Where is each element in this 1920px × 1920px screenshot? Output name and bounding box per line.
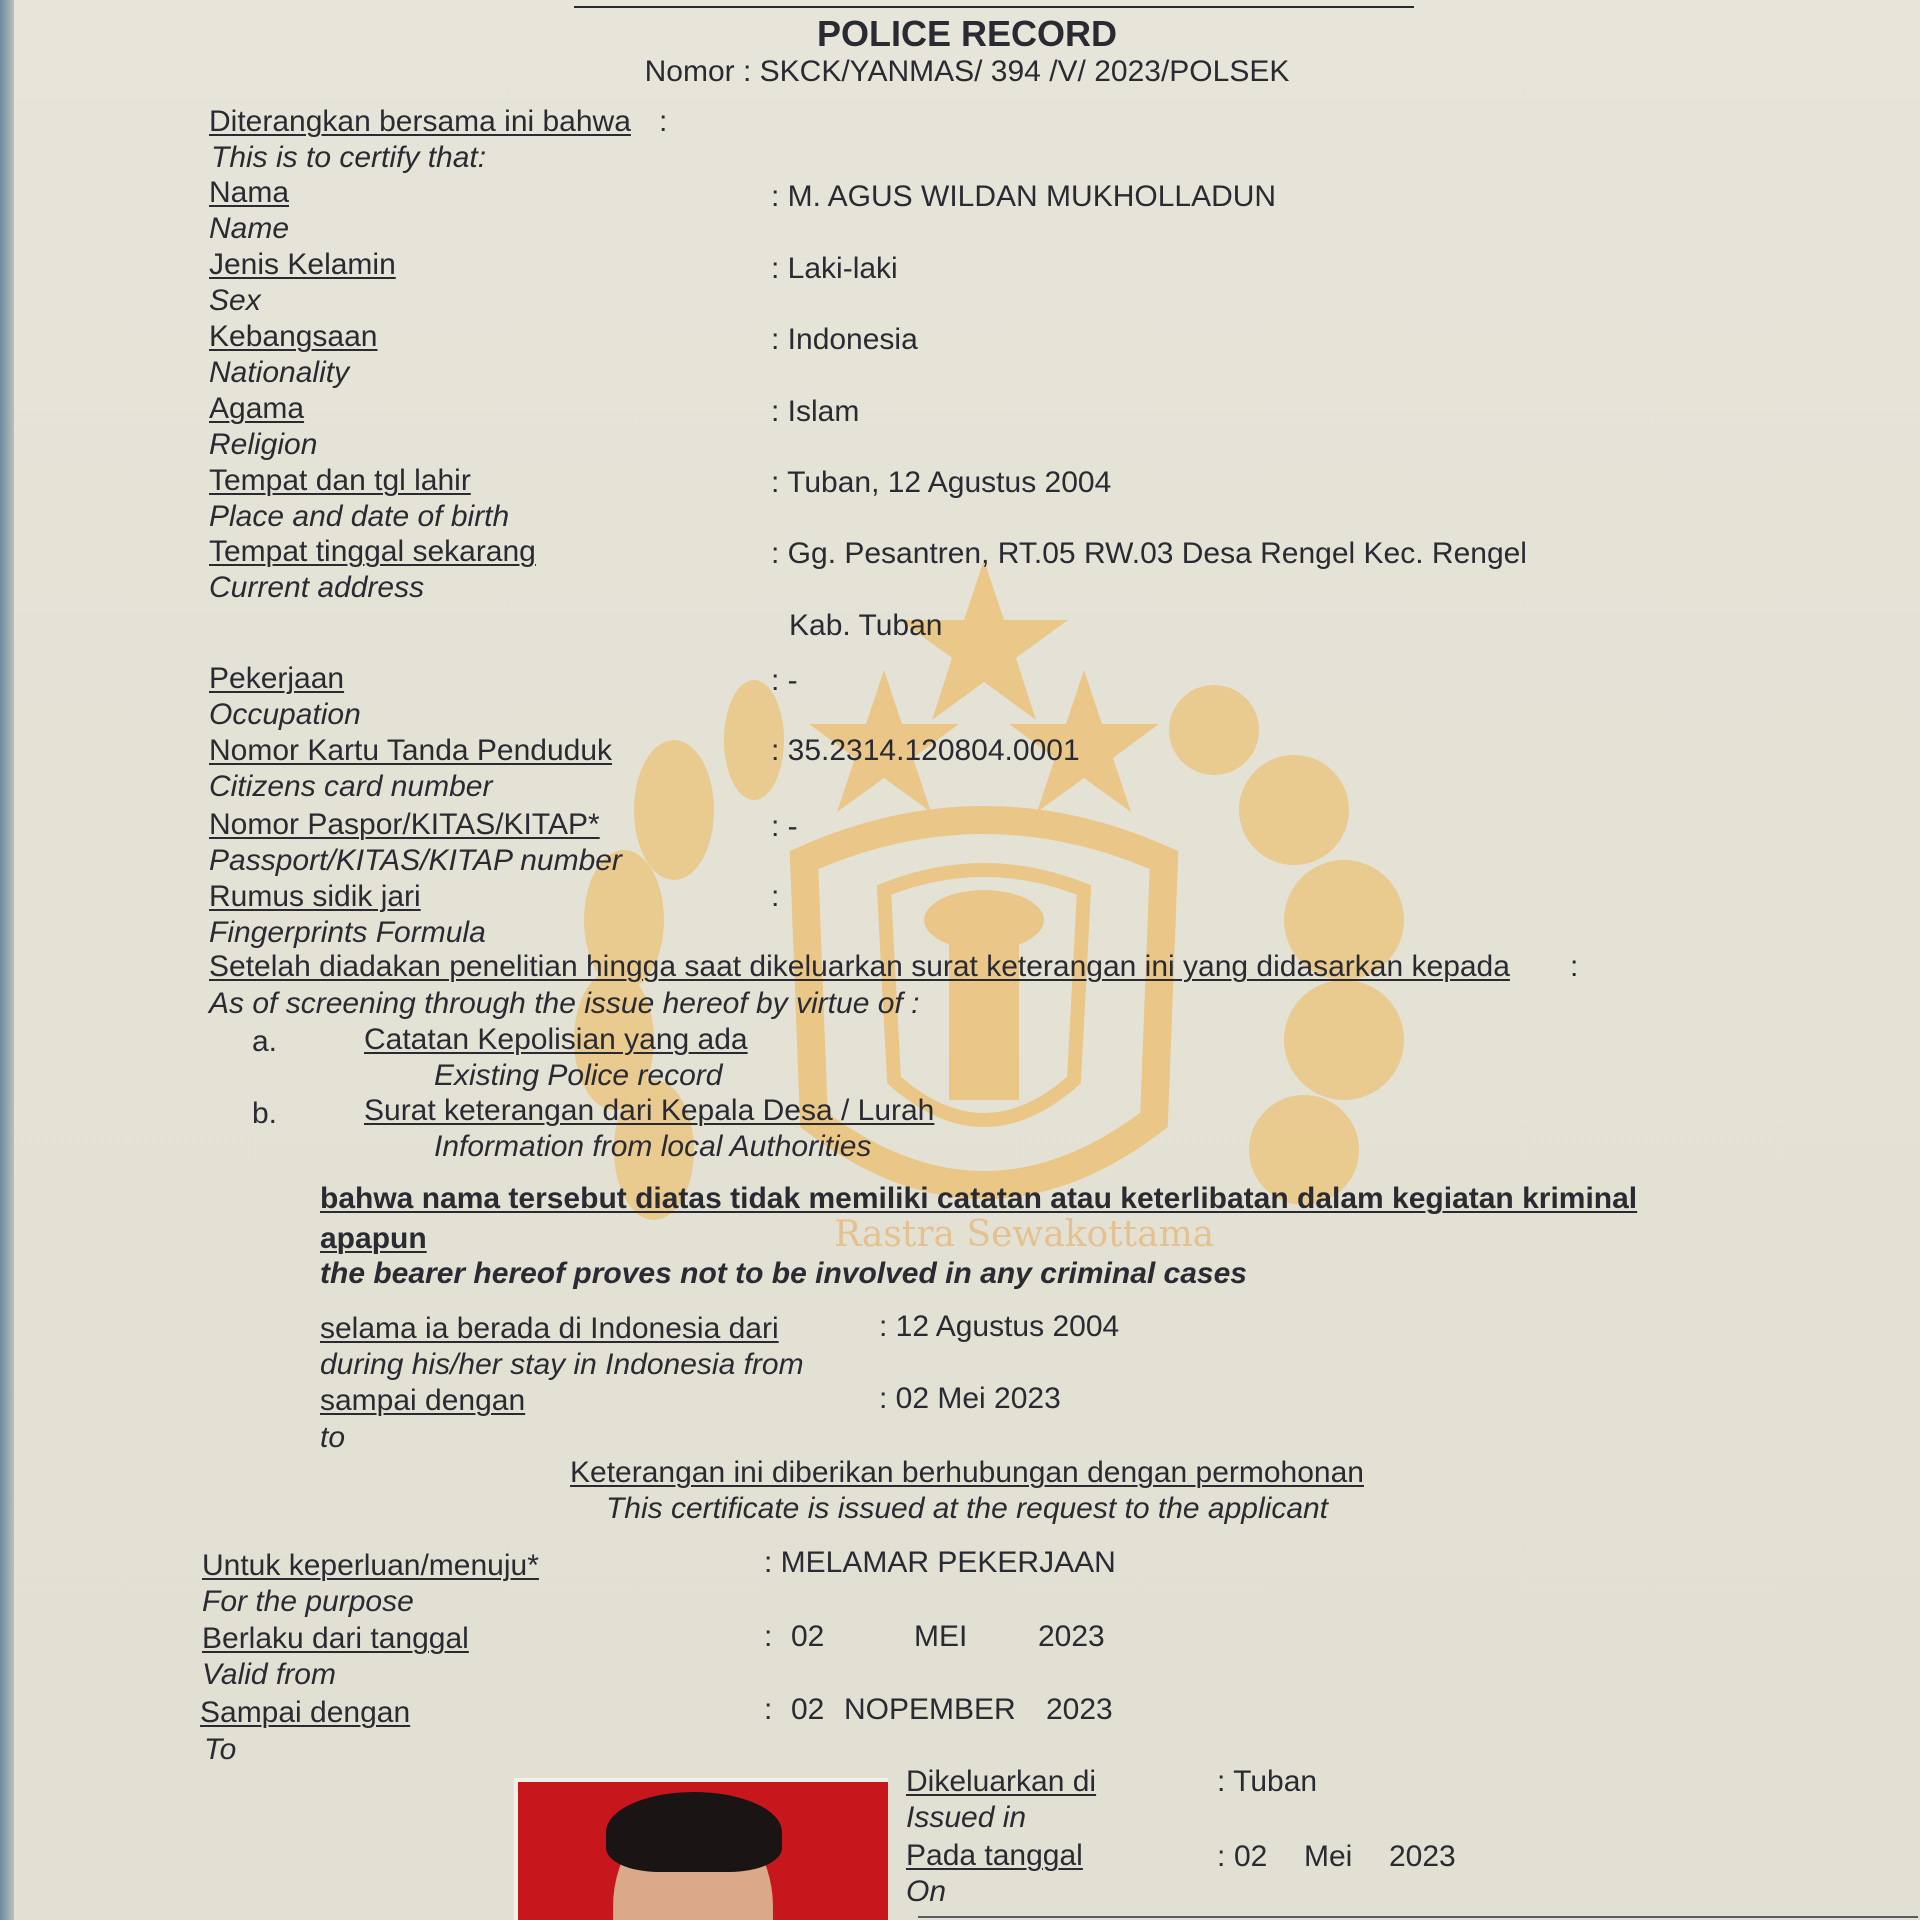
statement-id-line1: bahwa nama tersebut diatas tidak memiliki catatan atau keterlibatan dalam kegiatan kriminal	[320, 1182, 1638, 1215]
emblem-motto: Rastra Sewakottama	[834, 1214, 1215, 1255]
statement-id-line2: apapun	[320, 1222, 427, 1255]
field-label-birth-en: Place and date of birth	[209, 500, 510, 533]
valid-from-label-en: Valid from	[202, 1658, 336, 1691]
field-label-passport-en: Passport/KITAS/KITAP number	[209, 844, 622, 877]
field-label-religion: Agama	[209, 392, 305, 425]
applicant-photo	[514, 1778, 888, 1920]
valid-to-colon: :	[764, 1693, 773, 1726]
signature-divider	[918, 1916, 1918, 1918]
purpose-label: Untuk keperluan/menuju*	[202, 1549, 539, 1582]
valid-to-year: 2023	[1046, 1693, 1113, 1726]
photo-hair	[606, 1792, 782, 1872]
field-label-birth: Tempat dan tgl lahir	[209, 464, 471, 497]
field-label-occupation: Pekerjaan	[209, 662, 345, 695]
stay-from-id: selama ia berada di Indonesia dari	[320, 1312, 779, 1345]
field-label-sex: Jenis Kelamin	[209, 248, 396, 281]
field-label-address-en: Current address	[209, 571, 425, 604]
issued-in-label: Dikeluarkan di	[906, 1765, 1097, 1798]
screening-item-a-id: Catatan Kepolisian yang ada	[364, 1023, 748, 1056]
field-value-nationality: : Indonesia	[771, 323, 918, 356]
screening-item-a-letter: a.	[252, 1025, 278, 1058]
field-label-religion-en: Religion	[209, 428, 318, 461]
field-value-passport: : -	[771, 810, 798, 843]
field-label-id-card-en: Citizens card number	[209, 770, 493, 803]
field-label-fingerprint-en: Fingerprints Formula	[209, 916, 486, 949]
issued-in-label-en: Issued in	[906, 1801, 1027, 1834]
field-label-address: Tempat tinggal sekarang	[209, 535, 536, 568]
document-title: POLICE RECORD	[816, 13, 1118, 54]
screening-item-a-en: Existing Police record	[434, 1059, 723, 1092]
field-value-id-card: : 35.2314.120804.0001	[771, 734, 1080, 767]
statement-en: the bearer hereof proves not to be involved in any criminal cases	[320, 1257, 1247, 1290]
field-value-address-line2: Kab. Tuban	[789, 609, 943, 642]
stay-from-en: during his/her stay in Indonesia from	[320, 1348, 804, 1381]
valid-from-year: 2023	[1038, 1620, 1105, 1653]
stay-to-value: : 02 Mei 2023	[879, 1382, 1061, 1415]
valid-to-label-en: To	[204, 1733, 237, 1766]
request-id: Keterangan ini diberikan berhubungan dengan permohonan	[570, 1456, 1364, 1489]
screening-item-b-id: Surat keterangan dari Kepala Desa / Lurah	[364, 1094, 935, 1127]
screening-en: As of screening through the issue hereof by virtue of :	[209, 987, 920, 1020]
purpose-value: : MELAMAR PEKERJAAN	[764, 1546, 1116, 1579]
valid-to-day: 02	[791, 1693, 825, 1726]
scan-edge	[0, 0, 14, 1920]
field-value-sex: : Laki-laki	[771, 252, 898, 285]
issued-on-colon: :	[1217, 1840, 1226, 1873]
issued-in-value: : Tuban	[1217, 1765, 1318, 1798]
screening-item-b-letter: b.	[252, 1097, 278, 1130]
field-value-occupation: : -	[771, 664, 798, 697]
field-label-sex-en: Sex	[209, 284, 261, 317]
field-label-name-en: Name	[209, 212, 290, 245]
screening-colon: :	[1570, 950, 1579, 983]
field-value-religion: : Islam	[771, 395, 860, 428]
request-en: This certificate is issued at the request to the applicant	[605, 1492, 1329, 1525]
field-label-id-card: Nomor Kartu Tanda Penduduk	[209, 734, 613, 767]
field-value-address: : Gg. Pesantren, RT.05 RW.03 Desa Rengel Kec. Rengel	[771, 537, 1527, 570]
field-label-nationality: Kebangsaan	[209, 320, 378, 353]
valid-from-day: 02	[791, 1620, 825, 1653]
issued-on-day: 02	[1234, 1840, 1268, 1873]
field-value-fingerprint: :	[771, 880, 780, 913]
field-value-name: : M. AGUS WILDAN MUKHOLLADUN	[771, 180, 1277, 213]
screening-item-b-en: Information from local Authorities	[434, 1130, 872, 1163]
document-number: Nomor : SKCK/YANMAS/ 394 /V/ 2023/POLSEK	[644, 55, 1290, 88]
valid-from-label: Berlaku dari tanggal	[202, 1622, 469, 1655]
valid-from-colon: :	[764, 1620, 773, 1653]
field-label-passport: Nomor Paspor/KITAS/KITAP*	[209, 808, 600, 841]
cut-off-header-line	[574, 0, 1414, 8]
screening-id: Setelah diadakan penelitian hingga saat dikeluarkan surat keterangan ini yang didasarkan kepada	[209, 950, 1510, 983]
valid-to-label: Sampai dengan	[200, 1696, 411, 1729]
stay-to-id: sampai dengan	[320, 1384, 526, 1417]
field-value-birth: : Tuban, 12 Agustus 2004	[771, 466, 1112, 499]
valid-from-month: MEI	[914, 1620, 968, 1653]
issued-on-month: Mei	[1304, 1840, 1353, 1873]
field-label-fingerprint: Rumus sidik jari	[209, 880, 421, 913]
field-label-nationality-en: Nationality	[209, 356, 350, 389]
issued-on-year: 2023	[1389, 1840, 1456, 1873]
police-emblem-watermark-icon	[554, 560, 1414, 1280]
field-label-occupation-en: Occupation	[209, 698, 361, 731]
issued-on-label: Pada tanggal	[906, 1839, 1083, 1872]
field-label-name: Nama	[209, 176, 290, 209]
purpose-label-en: For the purpose	[202, 1585, 414, 1618]
intro-en: This is to certify that:	[211, 141, 487, 174]
stay-to-en: to	[320, 1421, 346, 1454]
intro-colon: :	[659, 105, 668, 138]
intro-id: Diterangkan bersama ini bahwa	[209, 105, 631, 138]
valid-to-month: NOPEMBER	[844, 1693, 1016, 1726]
police-record-document	[14, 0, 1920, 1920]
stay-from-value: : 12 Agustus 2004	[879, 1310, 1120, 1343]
issued-on-label-en: On	[906, 1875, 947, 1908]
